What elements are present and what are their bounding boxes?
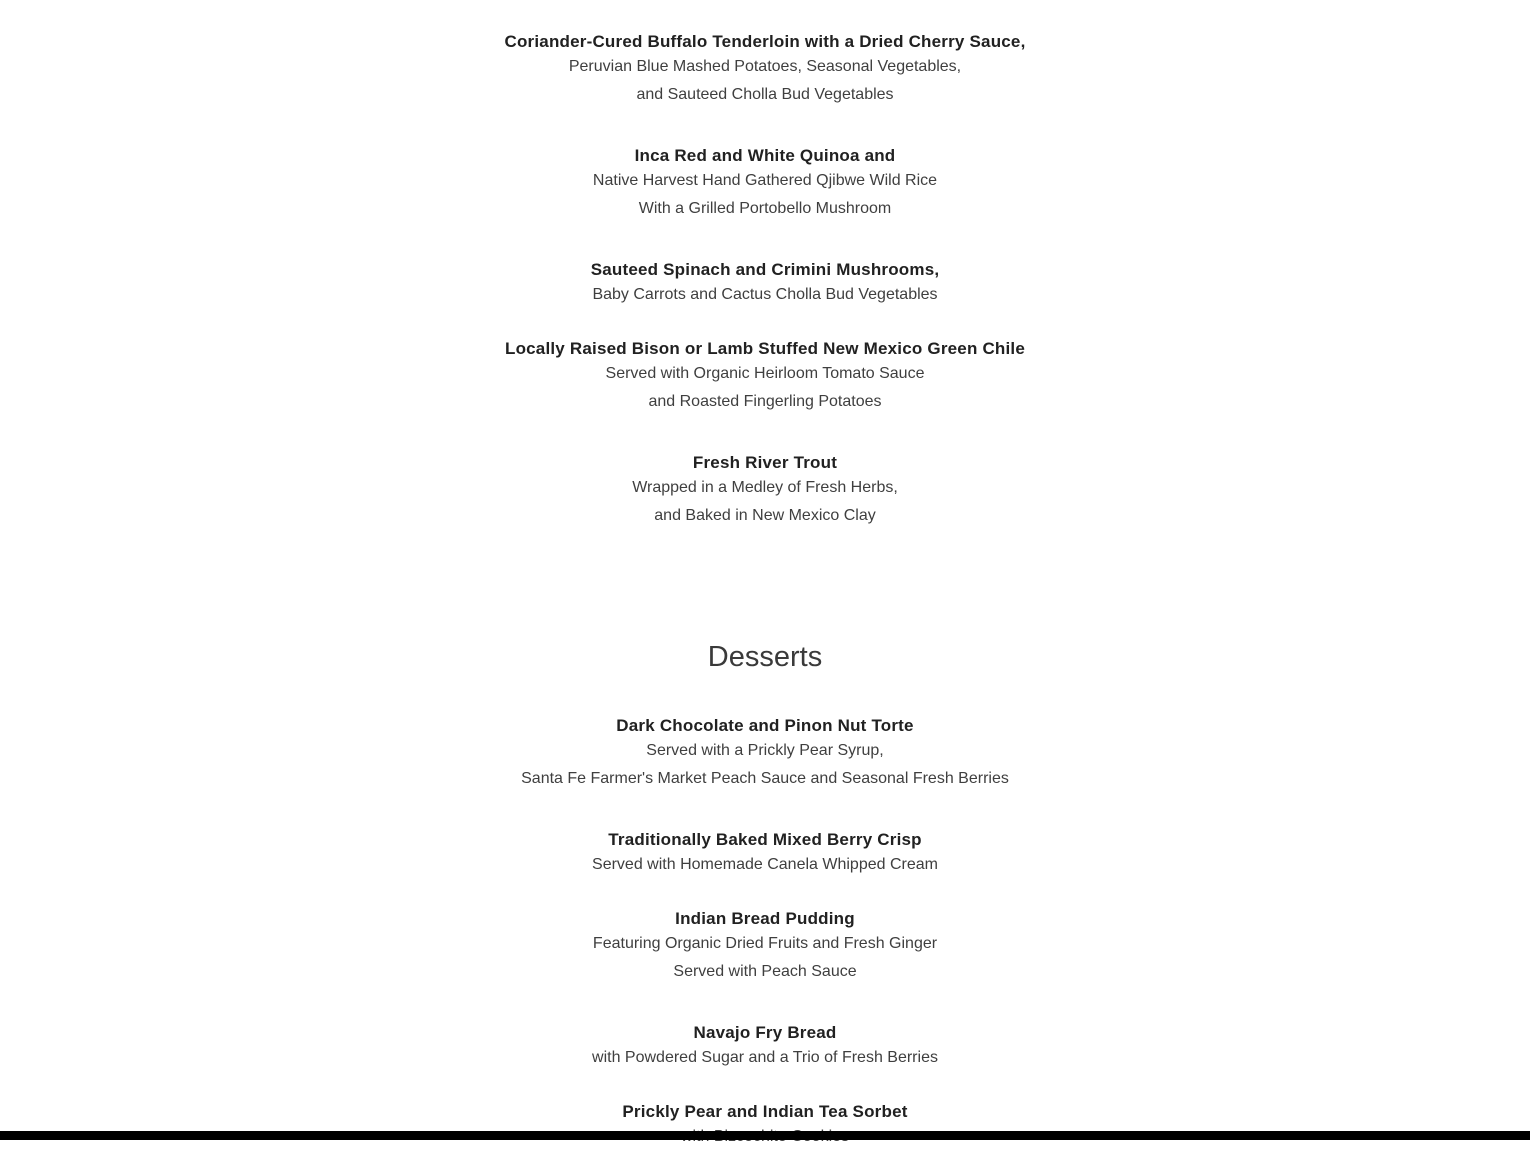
menu-item: [0, 715, 1530, 793]
menu-item-description: and Baked in New Mexico Clay: [654, 507, 876, 524]
menu-item-description: Santa Fe Farmer's Market Peach Sauce and Seasonal Fresh Berries: [521, 770, 1009, 787]
menu-item: [0, 908, 1530, 986]
menu-item-title: Prickly Pear and Indian Tea Sorbet: [622, 1102, 908, 1121]
menu-item-title: Locally Raised Bison or Lamb Stuffed New Mexico Green Chile: [504, 339, 1026, 358]
menu-item: [0, 259, 1530, 309]
menu-item-description: Wrapped in a Medley of Fresh Herbs,: [632, 479, 898, 496]
menu-item-description: Served with Organic Heirloom Tomato Sauce: [605, 365, 925, 382]
desserts-heading: Desserts: [707, 641, 823, 673]
menu-item-description: Peruvian Blue Mashed Potatoes, Seasonal Vegetables,: [568, 58, 962, 75]
menu-item-description: Served with Peach Sauce: [673, 963, 857, 980]
bottom-edge-bar: [0, 1131, 1530, 1140]
menu-item: [0, 452, 1530, 530]
menu-item-title: Dark Chocolate and Pinon Nut Torte: [616, 716, 914, 735]
menu-item: [0, 1022, 1530, 1072]
menu-item-description: Native Harvest Hand Gathered Qjibwe Wild Rice: [592, 172, 938, 189]
menu-item-title: Indian Bread Pudding: [675, 909, 855, 928]
menu-item-description: with Powdered Sugar and a Trio of Fresh Berries: [592, 1049, 938, 1066]
menu-item-title: Traditionally Baked Mixed Berry Crisp: [608, 830, 922, 849]
menu-item-description: Served with Homemade Canela Whipped Cream: [592, 856, 938, 873]
menu-item-title: Coriander-Cured Buffalo Tenderloin with a Dried Cherry Sauce,: [504, 32, 1026, 51]
menu-item-title: Navajo Fry Bread: [693, 1023, 837, 1042]
menu-item-title: Sauteed Spinach and Crimini Mushrooms,: [590, 260, 940, 279]
menu-item-description: Baby Carrots and Cactus Cholla Bud Vegetables: [592, 286, 938, 303]
menu-item-title: Inca Red and White Quinoa and: [634, 146, 896, 165]
menu-item: [0, 1101, 1530, 1151]
menu-item-title: Fresh River Trout: [692, 453, 838, 472]
menu-item: [0, 145, 1530, 223]
menu-item-description: With a Grilled Portobello Mushroom: [638, 200, 892, 217]
menu-item: [0, 338, 1530, 416]
entrees-section: [0, 31, 1530, 530]
menu-item-description: and Roasted Fingerling Potatoes: [648, 393, 882, 410]
menu-item: [0, 829, 1530, 879]
menu-item: [0, 31, 1530, 109]
menu-item-description: Featuring Organic Dried Fruits and Fresh Ginger: [592, 935, 938, 952]
desserts-section: [0, 715, 1530, 1151]
menu-item-description: Served with a Prickly Pear Syrup,: [646, 742, 884, 759]
menu-item-description: and Sauteed Cholla Bud Vegetables: [636, 86, 894, 103]
